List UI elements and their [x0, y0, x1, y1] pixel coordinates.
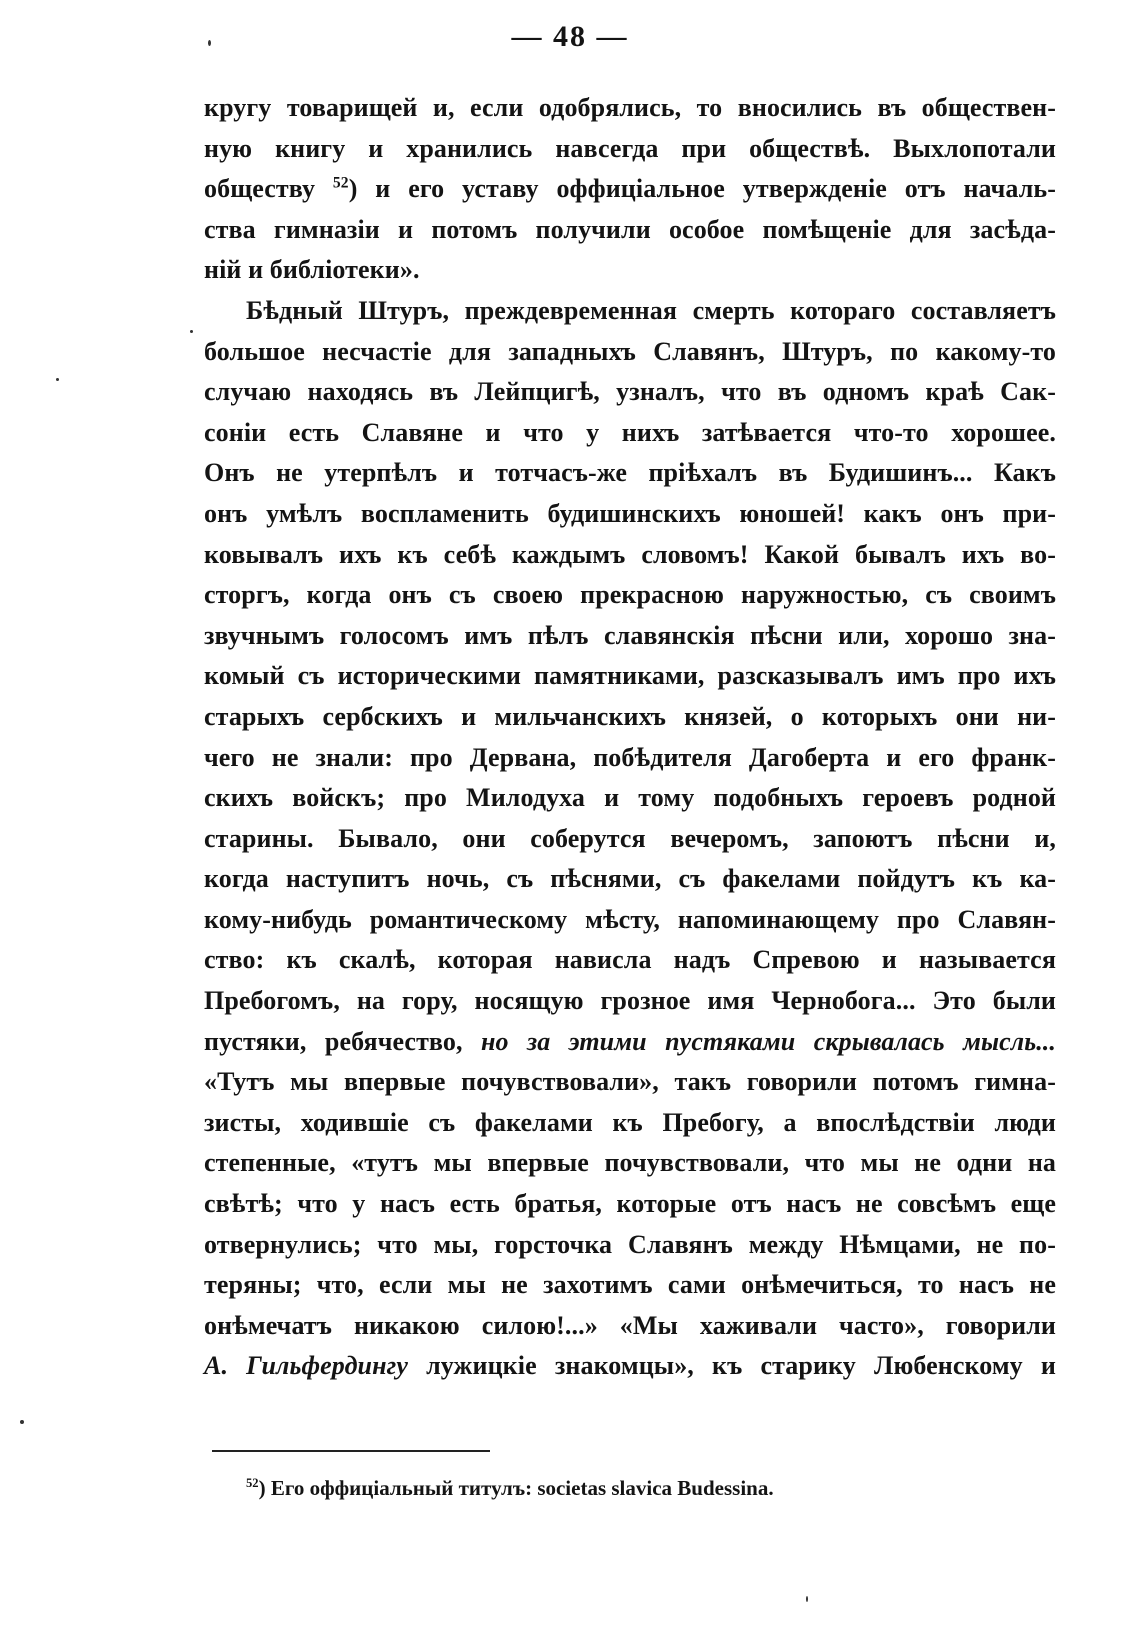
footnote-text: ) Его оффиціальный титулъ: societas slavica Budessina.	[258, 1476, 774, 1500]
footnote	[246, 1476, 774, 1501]
text-line: ство: къ скалѣ, которая нависла надъ Спревою и называется	[204, 945, 1056, 975]
text-line: пустяки, ребячество, но за этими пустяками скрывалась мысль...	[204, 1026, 1056, 1056]
text-line: онъ умѣлъ воспламенить будишинскихъ юношей! какъ онъ при-	[204, 498, 1056, 528]
text-line: скихъ войскъ; про Милодуха и тому подобныхъ героевъ родной	[204, 783, 1056, 813]
text-line: обществу $^{52}$) и его уставу оффиціальное утвержденіе отъ началь-	[204, 174, 1056, 204]
scan-speck	[56, 378, 59, 381]
text-line: комый съ историческими памятниками, разсказывалъ имъ про ихъ	[204, 661, 1056, 691]
text-line: старины. Бывало, они соберутся вечеромъ, запоютъ пѣсни и,	[204, 823, 1056, 853]
footnote-marker: 52	[246, 1476, 259, 1490]
text-line: «Тутъ мы впервые почувствовали», такъ говорили потомъ гимна-	[204, 1067, 1056, 1097]
text-line: Пребогомъ, на гору, носящую грозное имя Чернобога... Это были	[204, 986, 1056, 1016]
paragraph-first-line: Бѣдный Штуръ, преждевременная смерть котораго составляетъ	[246, 295, 1056, 325]
text-line: ній и библіотеки».	[204, 255, 420, 285]
text-line: старыхъ сербскихъ и мильчанскихъ князей, о которыхъ они ни-	[204, 701, 1056, 731]
text-line: степенные, «тутъ мы впервые почувствовали, что мы не одни на	[204, 1148, 1056, 1178]
scan-speck	[190, 330, 193, 333]
text-line: соніи есть Славяне и что у нихъ затѣвается что-то хорошее.	[204, 417, 1056, 447]
text-line: свѣтѣ; что у насъ есть братья, которые отъ насъ не совсѣмъ еще	[204, 1189, 1056, 1219]
text-line: чего не знали: про Дервана, побѣдителя Дагоберта и его франк-	[204, 742, 1056, 772]
scan-speck	[20, 1420, 24, 1424]
text-line: ства гимназіи и потомъ получили особое помѣщеніе для засѣда-	[204, 214, 1056, 244]
footnote-reference: 52	[332, 174, 349, 192]
text-line: кругу товарищей и, если одобрялись, то вносились въ обществен-	[204, 93, 1056, 122]
text-line: онѣмечатъ никакою силою!...» «Мы хаживали часто», говорили	[204, 1310, 1056, 1340]
text-line: теряны; что, если мы не захотимъ сами онѣмечиться, то насъ не	[204, 1270, 1056, 1300]
text-line: отвернулись; что мы, горсточка Славянъ между Нѣмцами, не по-	[204, 1229, 1056, 1259]
text-line: зисты, ходившіе съ факелами къ Пребогу, а впослѣдствіи люди	[204, 1107, 1056, 1137]
text-line: сторгъ, когда онъ съ своею прекрасною наружностью, съ своимъ	[204, 580, 1056, 610]
footnote-divider	[212, 1450, 490, 1452]
text-line: звучнымъ голосомъ имъ пѣлъ славянскія пѣсни или, хорошо зна-	[204, 620, 1056, 650]
text-line: ную книгу и хранились навсегда при обществѣ. Выхлопотали	[204, 133, 1056, 163]
text-line: Онъ не утерпѣлъ и тотчасъ-же пріѣхалъ въ Будишинъ... Какъ	[204, 458, 1056, 488]
text-line: случаю находясь въ Лейпцигѣ, узналъ, что въ одномъ краѣ Сак-	[204, 377, 1056, 407]
text-line: большое несчастіе для западныхъ Славянъ, Штуръ, по какому-то	[204, 336, 1056, 366]
text-line: кому-нибудь романтическому мѣсту, напоминающему про Славян-	[204, 904, 1056, 934]
body-text	[204, 88, 1056, 1387]
page-number: — 48 —	[511, 20, 629, 53]
scan-speck	[208, 40, 211, 46]
scan-speck	[806, 1596, 808, 1602]
text-line: ковывалъ ихъ къ себѣ каждымъ словомъ! Какой бывалъ ихъ во-	[204, 539, 1056, 569]
italic-phrase: но за этими пустяками скрывалась мысль...	[481, 1026, 1056, 1056]
italic-name: А. Гильфердингу	[204, 1351, 408, 1381]
text-line: когда наступитъ ночь, съ пѣснями, съ факелами пойдутъ къ ка-	[204, 864, 1056, 894]
text-line: А. Гильфердингу лужицкіе знакомцы», къ старику Любенскому и	[204, 1351, 1056, 1381]
